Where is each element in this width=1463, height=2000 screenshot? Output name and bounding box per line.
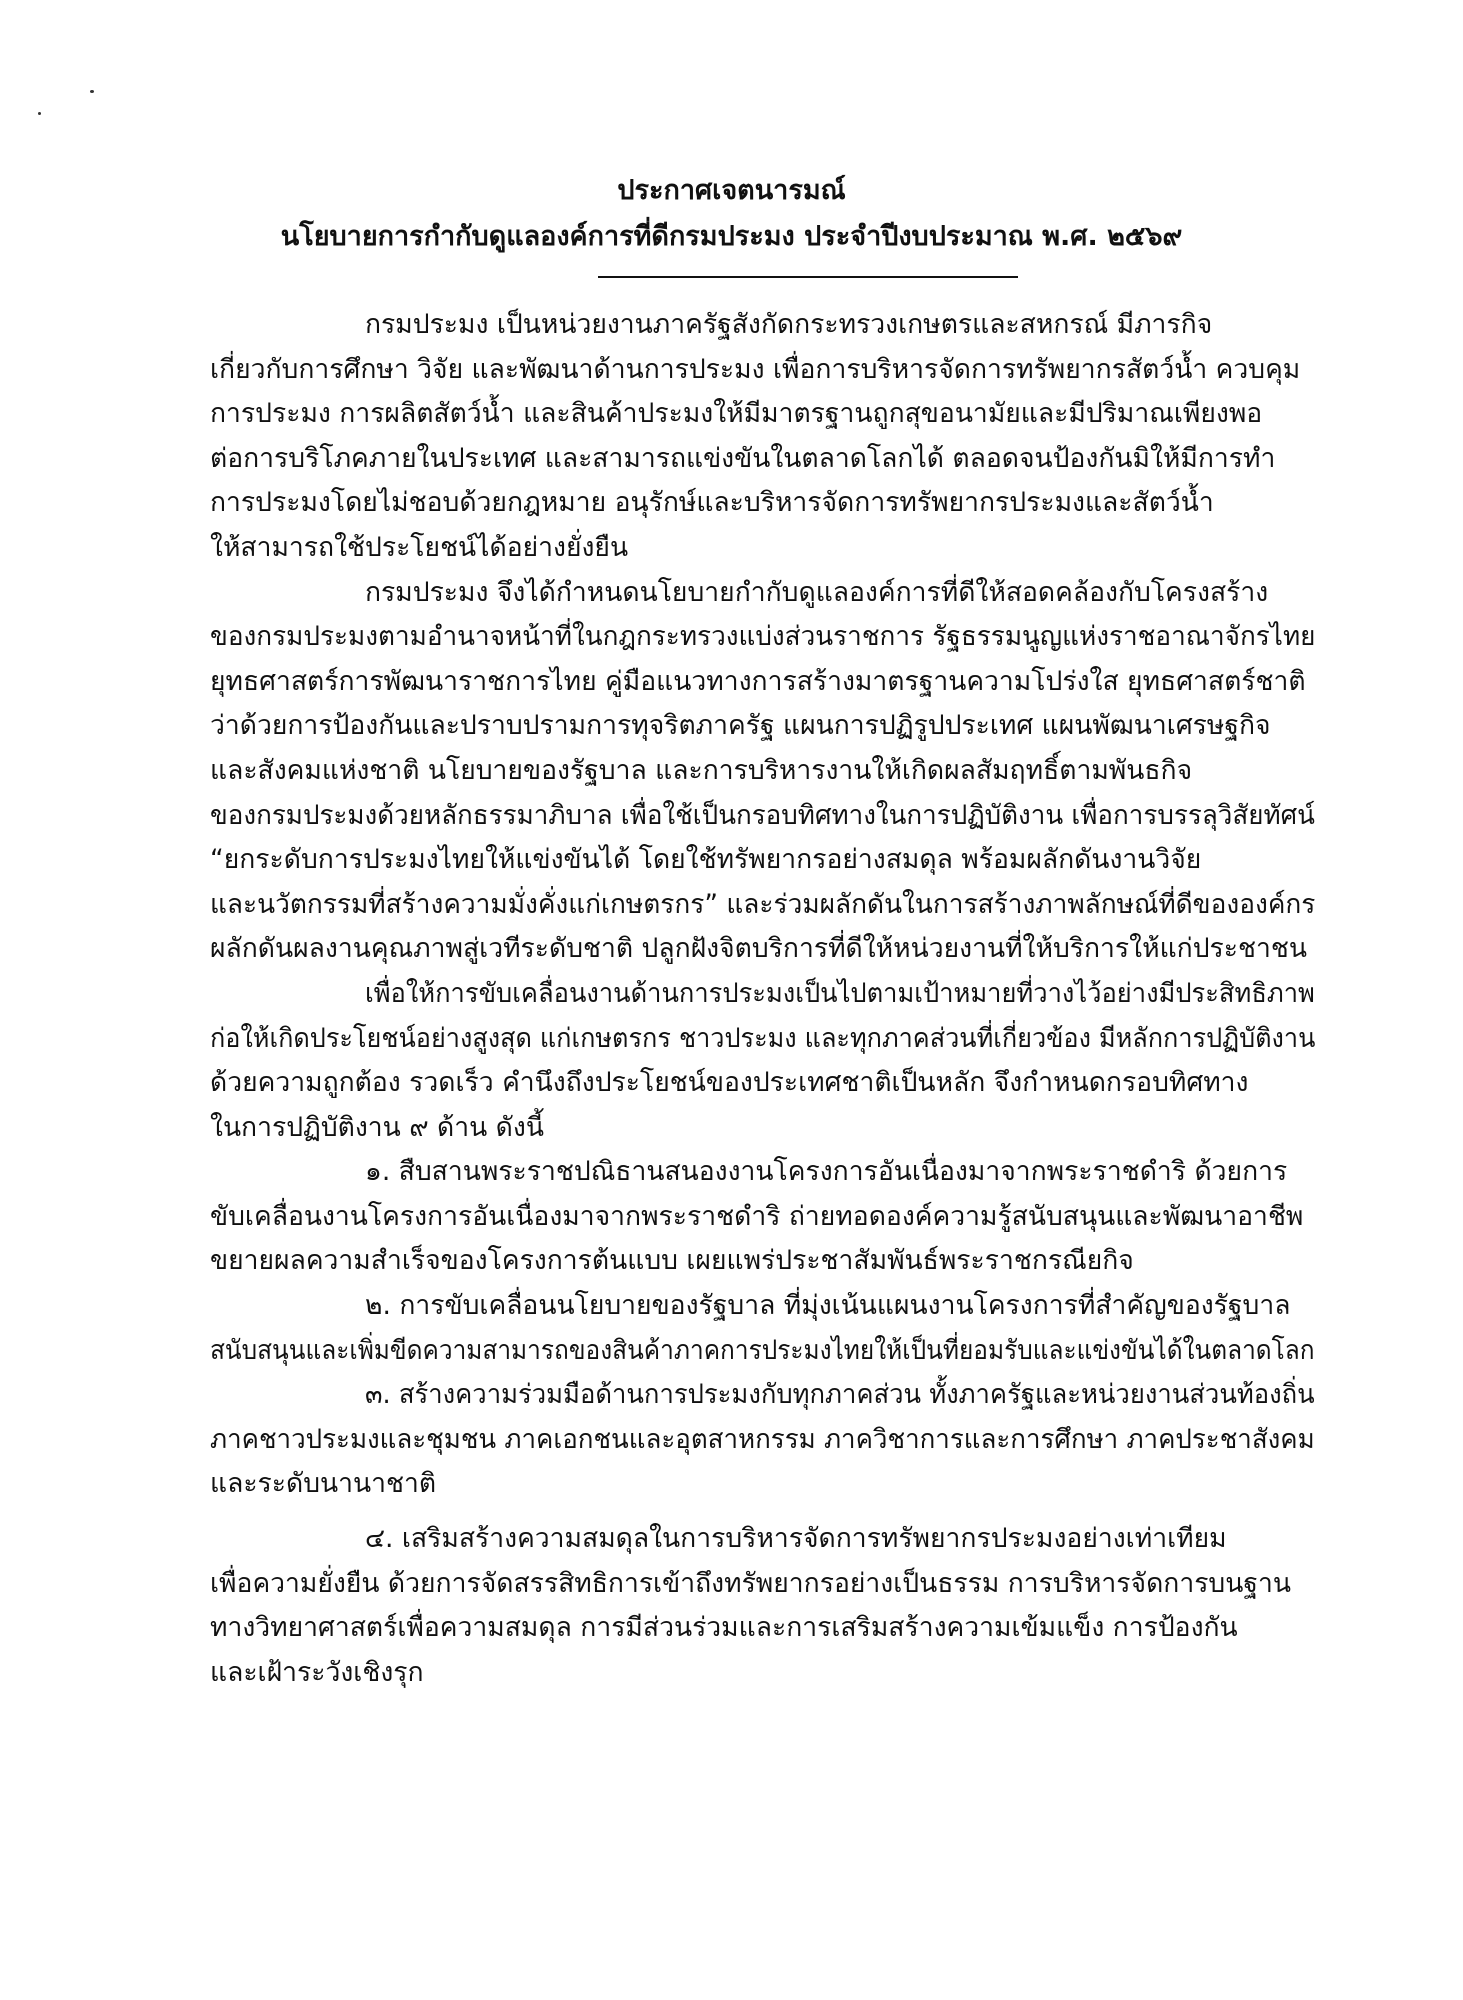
text-line: ด้วยความถูกต้อง รวดเร็ว คำนึงถึงประโยชน์ของประเทศชาติเป็นหลัก จึงกำหนดกรอบทิศทาง <box>210 1067 1249 1099</box>
text-line: ๑. สืบสานพระราชปณิธานสนองงานโครงการอันเนื่องมาจากพระราชดำริ ด้วยการ <box>365 1156 1288 1188</box>
title-divider <box>598 276 1018 278</box>
text-line: และระดับนานาชาติ <box>210 1468 437 1500</box>
text-line: และสังคมแห่งชาติ นโยบายของรัฐบาล และการบริหารงานให้เกิดผลสัมฤทธิ์ตามพันธกิจ <box>210 754 1193 786</box>
text-line: การประมง การผลิตสัตว์น้ำ และสินค้าประมงให้มีมาตรฐานถูกสุขอนามัยและมีปริมาณเพียงพอ <box>210 398 1263 430</box>
text-line: การประมงโดยไม่ชอบด้วยกฎหมาย อนุรักษ์และบริหารจัดการทรัพยากรประมงและสัตว์น้ำ <box>210 487 1214 519</box>
text-line: สนับสนุนและเพิ่มขีดความสามารถของสินค้าภาคการประมงไทยให้เป็นที่ยอมรับและแข่งขันได้ในตลาดโลก <box>210 1334 1315 1366</box>
text-line: “ยกระดับการประมงไทยให้แข่งขันได้ โดยใช้ทรัพยากรอย่างสมดุล พร้อมผลักดันงานวิจัย <box>210 844 1202 876</box>
text-line: กรมประมง เป็นหน่วยงานภาครัฐสังกัดกระทรวงเกษตรและสหกรณ์ มีภารกิจ <box>365 309 1213 340</box>
text-line: กรมประมง จึงได้กำหนดนโยบายกำกับดูแลองค์การที่ดีให้สอดคล้องกับโครงสร้าง <box>365 576 1269 608</box>
text-line: ภาคชาวประมงและชุมชน ภาคเอกชนและอุตสาหกรรม ภาควิชาการและการศึกษา ภาคประชาสังคม <box>210 1423 1315 1455</box>
document-title: ประกาศเจตนารมณ์ <box>617 175 846 206</box>
document-body <box>210 303 1315 1695</box>
scan-speck <box>90 90 94 93</box>
text-line: และนวัตกรรมที่สร้างความมั่งคั่งแก่เกษตรกร” และร่วมผลักดันในการสร้างภาพลักษณ์ที่ดีขององค์กร <box>210 888 1315 920</box>
text-line: ในการปฏิบัติงาน ๙ ด้าน ดังนี้ <box>210 1111 544 1143</box>
paragraph-framework <box>210 972 1315 1150</box>
text-line: ขับเคลื่อนงานโครงการอันเนื่องมาจากพระราชดำริ ถ่ายทอดองค์ความรู้สนับสนุนและพัฒนาอาชีพ <box>210 1200 1304 1232</box>
text-line: ก่อให้เกิดประโยชน์อย่างสูงสุด แก่เกษตรกร ชาวประมง และทุกภาคส่วนที่เกี่ยวข้อง มีหลักการปฏิบัติงาน <box>210 1022 1315 1054</box>
text-line: ให้สามารถใช้ประโยชน์ได้อย่างยั่งยืน <box>210 531 629 563</box>
paragraph-policy <box>210 571 1315 972</box>
text-line: ๒. การขับเคลื่อนนโยบายของรัฐบาล ที่มุ่งเน้นแผนงานโครงการที่สำคัญของรัฐบาล <box>365 1290 1291 1322</box>
text-line: เกี่ยวกับการศึกษา วิจัย และพัฒนาด้านการประมง เพื่อการบริหารจัดการทรัพยากรสัตว์น้ำ ควบคุม <box>210 353 1301 385</box>
text-line: เพื่อความยั่งยืน ด้วยการจัดสรรสิทธิการเข้าถึงทรัพยากรอย่างเป็นธรรม การบริหารจัดการบนฐาน <box>210 1567 1291 1599</box>
text-line: ของกรมประมงด้วยหลักธรรมาภิบาล เพื่อใช้เป็นกรอบทิศทางในการปฏิบัติงาน เพื่อการบรรลุวิสัยทัศน์ <box>210 799 1315 831</box>
text-line: และเฝ้าระวังเชิงรุก <box>210 1656 424 1688</box>
paragraph-intro <box>210 303 1315 571</box>
policy-item-1 <box>210 1150 1315 1284</box>
scan-speck <box>38 112 41 115</box>
policy-item-3 <box>210 1373 1315 1507</box>
document-subtitle: นโยบายการกำกับดูแลองค์การที่ดีกรมประมง ประจำปีงบประมาณ พ.ศ. ๒๕๖๙ <box>280 221 1183 252</box>
text-line: ยุทธศาสตร์การพัฒนาราชการไทย คู่มือแนวทางการสร้างมาตรฐานความโปร่งใส ยุทธศาสตร์ชาติ <box>210 665 1306 697</box>
text-line: ๔. เสริมสร้างความสมดุลในการบริหารจัดการทรัพยากรประมงอย่างเท่าเทียม <box>365 1523 1227 1555</box>
text-line: ของกรมประมงตามอำนาจหน้าที่ในกฎกระทรวงแบ่งส่วนราชการ รัฐธรรมนูญแห่งราชอาณาจักรไทย <box>210 621 1315 653</box>
text-line: ขยายผลความสำเร็จของโครงการต้นแบบ เผยแพร่ประชาสัมพันธ์พระราชกรณียกิจ <box>210 1245 1134 1277</box>
policy-item-2 <box>210 1284 1315 1373</box>
text-line: ทางวิทยาศาสตร์เพื่อความสมดุล การมีส่วนร่วมและการเสริมสร้างความเข้มแข็ง การป้องกัน <box>210 1612 1238 1644</box>
text-line: ว่าด้วยการป้องกันและปราบปรามการทุจริตภาครัฐ แผนการปฏิรูปประเทศ แผนพัฒนาเศรษฐกิจ <box>210 710 1271 742</box>
text-line: ๓. สร้างความร่วมมือด้านการประมงกับทุกภาคส่วน ทั้งภาครัฐและหน่วยงานส่วนท้องถิ่น <box>365 1379 1315 1411</box>
policy-item-4 <box>210 1517 1315 1695</box>
document-header <box>0 168 1463 260</box>
text-line: เพื่อให้การขับเคลื่อนงานด้านการประมงเป็นไปตามเป้าหมายที่วางไว้อย่างมีประสิทธิภาพ <box>365 977 1315 1009</box>
text-line: ต่อการบริโภคภายในประเทศ และสามารถแข่งขันในตลาดโลกได้ ตลอดจนป้องกันมิให้มีการทำ <box>210 442 1276 474</box>
text-line: ผลักดันผลงานคุณภาพสู่เวทีระดับชาติ ปลูกฝังจิตบริการที่ดีให้หน่วยงานที่ให้บริการให้แก่ประชาชน <box>210 933 1307 965</box>
